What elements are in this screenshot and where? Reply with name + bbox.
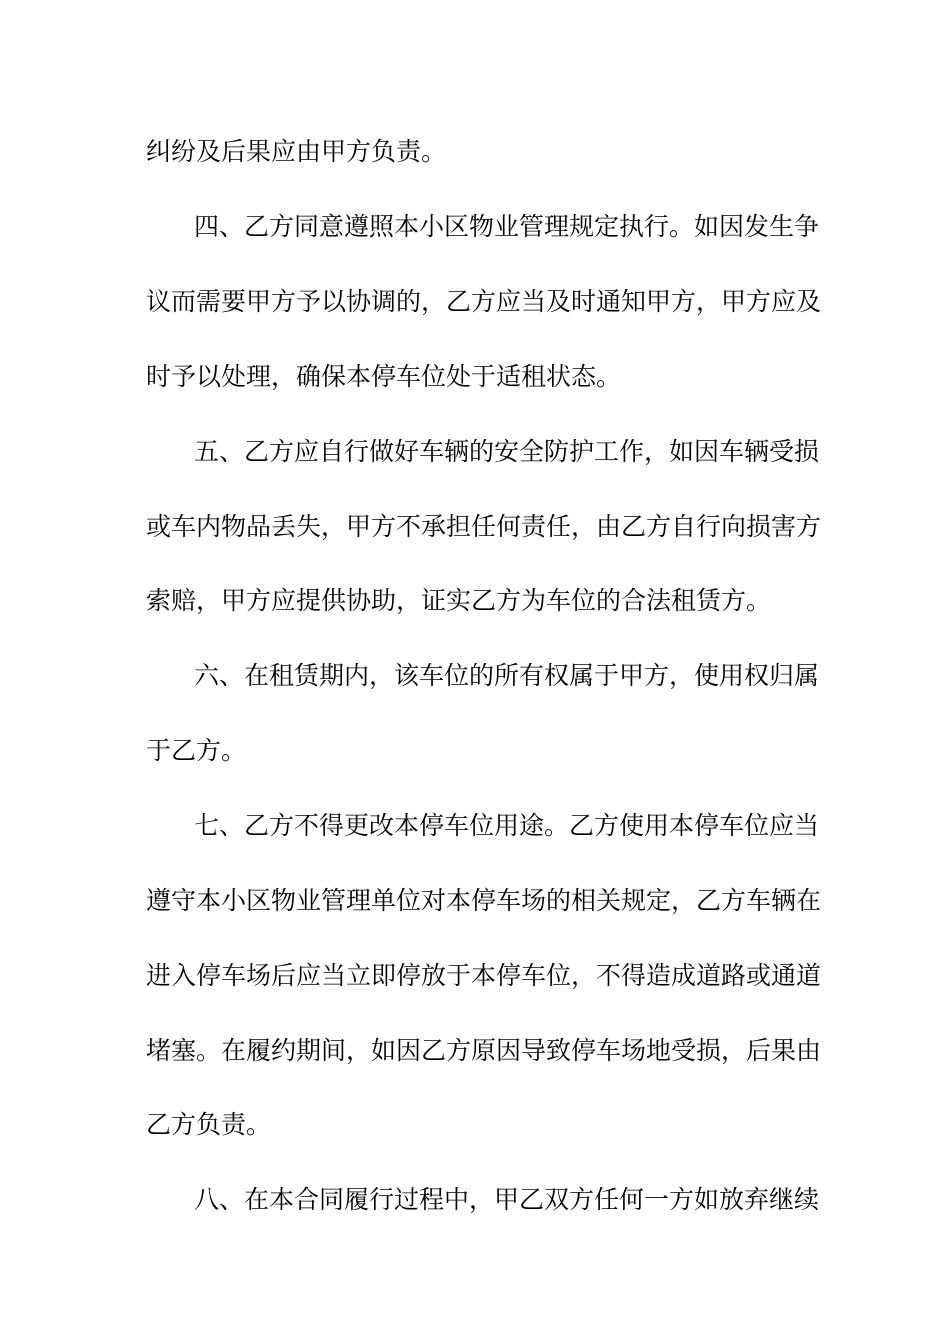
text-line: 乙方负责。 <box>146 1110 272 1139</box>
text-line: 四、乙方同意遵照本小区物业管理规定执行。如因发生争 <box>194 212 820 241</box>
text-line: 或车内物品丢失，甲方不承担任何责任，由乙方自行向损害方 <box>146 512 822 541</box>
text-line: 索赔，甲方应提供协助，证实乙方为车位的合法租赁方。 <box>146 586 772 615</box>
text-line: 于乙方。 <box>146 736 247 765</box>
text-line: 五、乙方应自行做好车辆的安全防护工作，如因车辆受损 <box>194 437 820 466</box>
text-line: 议而需要甲方予以协调的，乙方应当及时通知甲方，甲方应及 <box>146 287 822 316</box>
text-line: 时予以处理，确保本停车位处于适租状态。 <box>146 362 622 391</box>
text-line: 进入停车场后应当立即停放于本停车位，不得造成道路或通道 <box>146 961 822 990</box>
text-line: 纠纷及后果应由甲方负责。 <box>146 137 447 166</box>
text-line: 八、在本合同履行过程中，甲乙双方任何一方如放弃继续 <box>194 1185 820 1214</box>
text-line: 堵塞。在履约期间，如因乙方原因导致停车场地受损，后果由 <box>146 1036 822 1065</box>
text-line: 六、在租赁期内，该车位的所有权属于甲方，使用权归属 <box>194 661 820 690</box>
text-line: 七、乙方不得更改本停车位用途。乙方使用本停车位应当 <box>194 811 820 840</box>
text-line: 遵守本小区物业管理单位对本停车场的相关规定，乙方车辆在 <box>146 886 822 915</box>
